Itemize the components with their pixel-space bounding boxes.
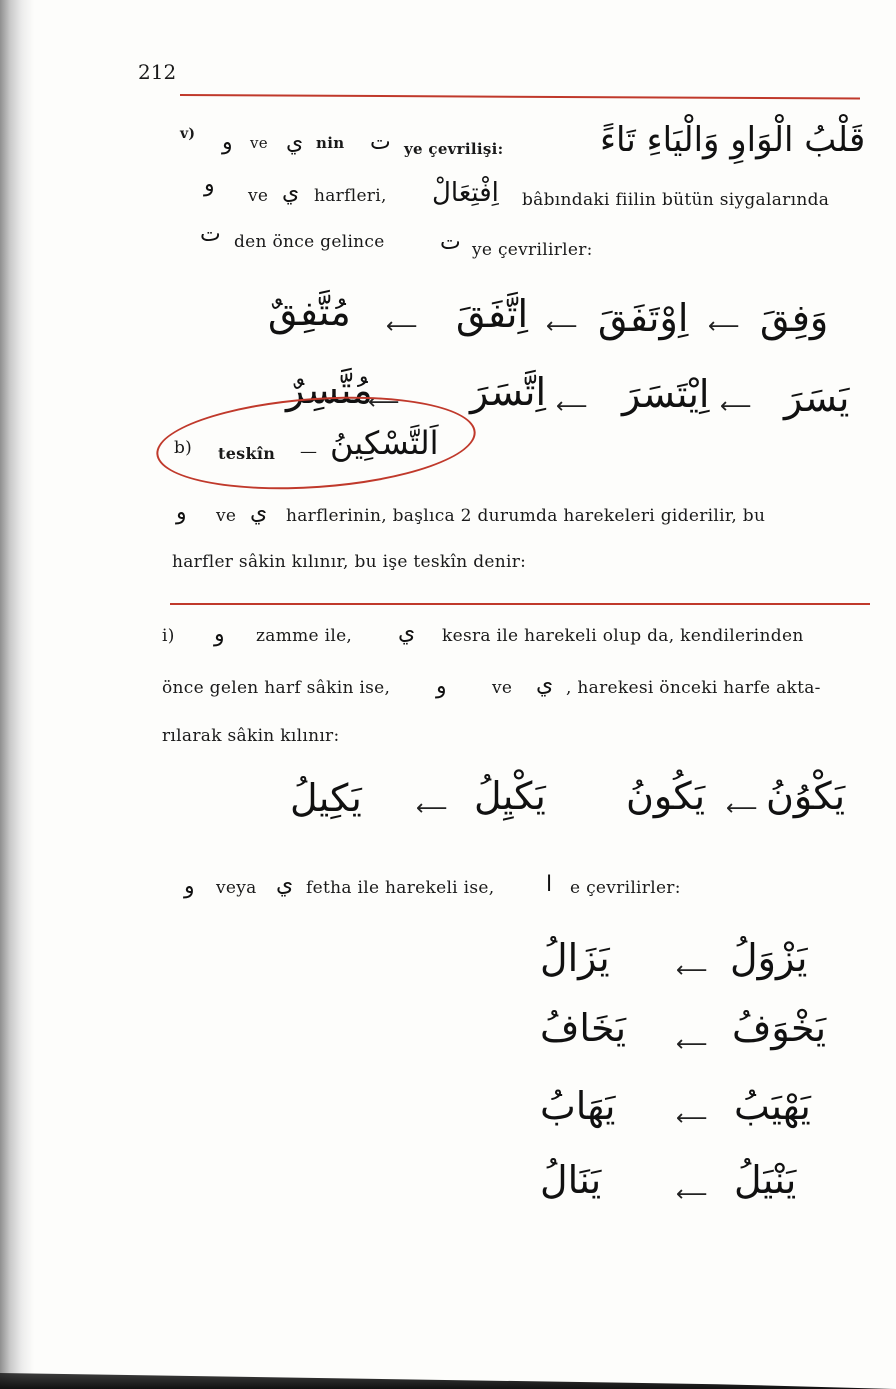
example-word: وَفِقَ — [760, 296, 829, 340]
example-word: مُتَّسِرٌ — [286, 368, 373, 412]
ya-letter: ي — [282, 180, 300, 205]
section-v-text: ye çevrilişi: — [404, 140, 504, 158]
example-word: اِتَّفَقَ — [456, 292, 529, 336]
ta-letter: ت — [370, 130, 391, 155]
section-i-text: ve — [492, 678, 513, 698]
arrow-icon: ⟵ — [726, 796, 758, 821]
arrow-icon: ⟵ — [676, 1182, 708, 1207]
para1-text: bâbındaki fiilin bütün siygalarında — [522, 190, 830, 210]
para3-text: e çevrilirler: — [570, 878, 681, 898]
ta-letter: ت — [200, 222, 221, 247]
para2-text: ve — [216, 506, 237, 526]
example-word: يَكُونُ — [626, 774, 706, 818]
para2-line1: harflerinin, başlıca 2 durumda harekeleri giderilir, bu — [286, 506, 766, 526]
section-i-label: i) — [162, 626, 175, 646]
section-v-text: ve — [250, 134, 268, 152]
book-spine-shadow — [0, 0, 34, 1389]
arrow-icon: ⟵ — [556, 394, 588, 419]
page-edge-shadow — [0, 1349, 896, 1389]
example-word: يَهْيَبُ — [734, 1084, 811, 1128]
waw-letter: و — [204, 172, 215, 197]
waw-letter: و — [222, 130, 233, 155]
section-i-text: önce gelen harf sâkin ise, — [162, 678, 391, 698]
waw-letter: و — [176, 500, 187, 525]
example-word: مُتَّفِقٌ — [268, 290, 351, 334]
section-v-text: nin — [316, 134, 345, 152]
waw-letter: و — [214, 622, 225, 647]
arrow-icon: ⟵ — [676, 958, 708, 983]
example-word: يَخْوَفُ — [732, 1006, 827, 1050]
example-word: يَكِيلُ — [290, 776, 362, 820]
arrow-icon: ⟵ — [676, 1106, 708, 1131]
example-word: يَزَالُ — [540, 936, 610, 980]
arrow-icon: ⟵ — [708, 314, 740, 339]
ta-letter: ت — [440, 230, 461, 255]
ifteal-word: اِفْتِعَالْ — [432, 178, 499, 208]
section-b-dash: — — [300, 442, 318, 462]
section-b-label: b) — [174, 438, 193, 458]
example-word: يَخَافُ — [540, 1006, 627, 1050]
para3-text: veya — [216, 878, 257, 898]
section-v-label: v) — [180, 126, 196, 142]
ya-letter: ي — [286, 130, 304, 155]
arrow-icon: ⟵ — [546, 314, 578, 339]
example-word: يَنَالُ — [540, 1158, 602, 1202]
section-rule — [170, 603, 870, 605]
section-b-word: teskîn — [218, 444, 276, 463]
waw-letter: و — [184, 874, 195, 899]
para1-text: ve — [248, 186, 269, 206]
alif-letter: ا — [546, 872, 553, 897]
example-word: اِيْتَسَرَ — [622, 372, 710, 416]
section-b-arabic: اَلتَّسْكِينُ — [330, 424, 439, 462]
example-word: يَكْيِلُ — [474, 774, 546, 818]
section-i-text: , harekesi önceki harfe akta- — [566, 678, 821, 698]
example-word: يَزْوَلُ — [730, 936, 808, 980]
example-word: يَهَابُ — [540, 1084, 616, 1128]
arrow-icon: ⟵ — [416, 796, 448, 821]
section-i-text: rılarak sâkin kılınır: — [162, 726, 340, 746]
para2-line2: harfler sâkin kılınır, bu işe teskîn denir: — [172, 552, 527, 572]
example-word: يَنْيَلُ — [734, 1158, 797, 1202]
arrow-icon: ⟵ — [368, 390, 400, 415]
para1-text: ye çevrilirler: — [472, 240, 593, 260]
para1-text: den önce gelince — [234, 232, 385, 252]
example-word: اِتَّسَرَ — [470, 370, 546, 414]
ya-letter: ي — [250, 500, 268, 525]
ya-letter: ي — [536, 672, 554, 697]
section-i-text: kesra ile harekeli olup da, kendilerinden — [442, 626, 804, 646]
para3-text: fetha ile harekeli ise, — [306, 878, 495, 898]
page-number: 212 — [138, 60, 177, 84]
arrow-icon: ⟵ — [676, 1032, 708, 1057]
waw-letter: و — [436, 674, 447, 699]
section-v-arabic-title: قَلْبُ الْوَاوِ وَالْيَاءِ تَاءً — [600, 120, 866, 160]
ya-letter: ي — [276, 872, 294, 897]
ya-letter: ي — [398, 620, 416, 645]
example-word: يَكْوُنُ — [766, 774, 846, 818]
example-word: يَسَرَ — [784, 376, 850, 420]
arrow-icon: ⟵ — [720, 394, 752, 419]
header-rule — [180, 94, 860, 100]
example-word: اِوْتَفَقَ — [598, 296, 689, 340]
section-i-text: zamme ile, — [256, 626, 353, 646]
arrow-icon: ⟵ — [386, 314, 418, 339]
para1-text: harfleri, — [314, 186, 387, 206]
